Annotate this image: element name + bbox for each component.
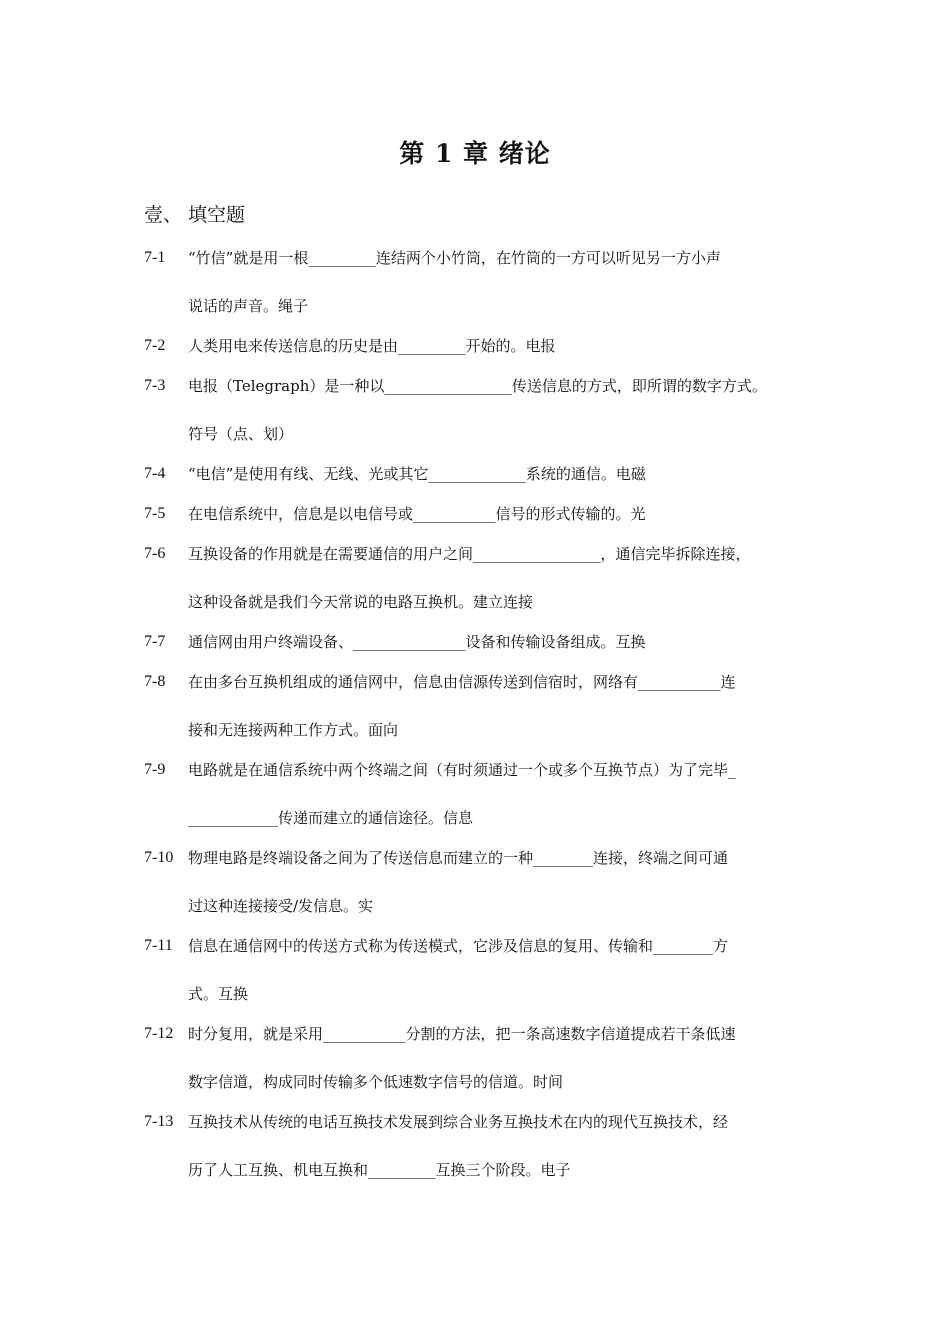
question-line: 互换设备的作用就是在需要通信的用户之间_________________，通信完毕拆除连接， <box>188 545 751 563</box>
question-text <box>188 500 824 528</box>
question-text <box>188 1020 824 1096</box>
question-text <box>188 244 824 320</box>
question-text <box>188 628 824 656</box>
question-item <box>144 1108 824 1184</box>
question-number: 7-6 <box>144 545 166 562</box>
question-item <box>144 332 824 360</box>
question-number: 7-7 <box>144 633 166 650</box>
question-number: 7-8 <box>144 673 166 690</box>
question-text <box>188 668 824 744</box>
question-number: 7-9 <box>144 761 166 778</box>
question-line: ____________传递而建立的通信途径。信息 <box>188 809 474 827</box>
question-item <box>144 628 824 656</box>
question-number: 7-4 <box>144 465 166 482</box>
question-text <box>188 756 824 832</box>
question-line: 在由多台互换机组成的通信网中，信息由信源传送到信宿时，网络有___________连 <box>188 673 736 691</box>
question-line: 这种设备就是我们今天常说的电路互换机。建立连接 <box>188 593 534 611</box>
question-item <box>144 668 824 744</box>
question-line: 在电信系统中，信息是以电信号或___________信号的形式传输的。光 <box>188 505 646 523</box>
question-list <box>144 244 824 1184</box>
question-text <box>188 932 824 1008</box>
question-number: 7-3 <box>144 377 166 394</box>
question-line: 式。互换 <box>188 985 249 1003</box>
question-number: 7-2 <box>144 337 166 354</box>
question-item <box>144 372 824 448</box>
question-line: 过这种连接接受/发信息。实 <box>188 897 374 915</box>
question-text <box>188 844 824 920</box>
question-line: “电信”是使用有线、无线、光或其它_____________系统的通信。电磁 <box>188 465 646 483</box>
question-line: 时分复用，就是采用___________分割的方法，把一条高速数字信道提成若干条低速 <box>188 1025 736 1043</box>
question-item <box>144 756 824 832</box>
question-number: 7-1 <box>144 249 166 266</box>
chapter-title: 第 1 章 绪论 <box>399 139 551 168</box>
section-heading: 壹、 填空题 <box>144 204 246 226</box>
question-item <box>144 460 824 488</box>
question-text <box>188 332 824 360</box>
question-line: 人类用电来传送信息的历史是由_________开始的。电报 <box>188 337 556 355</box>
question-number: 7-12 <box>144 1025 174 1042</box>
question-item <box>144 932 824 1008</box>
question-line: 信息在通信网中的传送方式称为传送模式，它涉及信息的复用、传输和________方 <box>188 937 729 955</box>
question-line: 互换技术从传统的电话互换技术发展到综合业务互换技术在内的现代互换技术，经 <box>188 1113 729 1131</box>
question-number: 7-10 <box>144 849 174 866</box>
question-line: 接和无连接两种工作方式。面向 <box>188 721 399 739</box>
question-text <box>188 460 824 488</box>
question-line: 电报（Telegraph）是一种以_________________传送信息的方式，即所谓的数字方式。 <box>188 377 767 395</box>
question-item <box>144 500 824 528</box>
question-item <box>144 1020 824 1096</box>
question-line: 通信网由用户终端设备、_______________设备和传输设备组成。互换 <box>188 633 646 651</box>
question-line: 数字信道，构成同时传输多个低速数字信号的信道。时间 <box>188 1073 564 1091</box>
question-line: 物理电路是终端设备之间为了传送信息而建立的一种________连接，终端之间可通 <box>188 849 729 867</box>
question-item <box>144 540 824 616</box>
question-text <box>188 540 824 616</box>
question-line: “竹信”就是用一根_________连结两个小竹筒，在竹筒的一方可以听见另一方小声 <box>188 249 721 267</box>
question-line: 符号（点、划） <box>188 425 294 443</box>
question-item <box>144 244 824 320</box>
question-number: 7-11 <box>144 937 173 954</box>
question-number: 7-5 <box>144 505 166 522</box>
question-text <box>188 1108 824 1184</box>
question-line: 说话的声音。绳子 <box>188 297 309 315</box>
question-line: 历了人工互换、机电互换和_________互换三个阶段。电子 <box>188 1161 571 1179</box>
question-text <box>188 372 824 448</box>
question-number: 7-13 <box>144 1113 174 1130</box>
question-line: 电路就是在通信系统中两个终端之间（有时须通过一个或多个互换节点）为了完毕_ <box>188 761 736 779</box>
question-item <box>144 844 824 920</box>
